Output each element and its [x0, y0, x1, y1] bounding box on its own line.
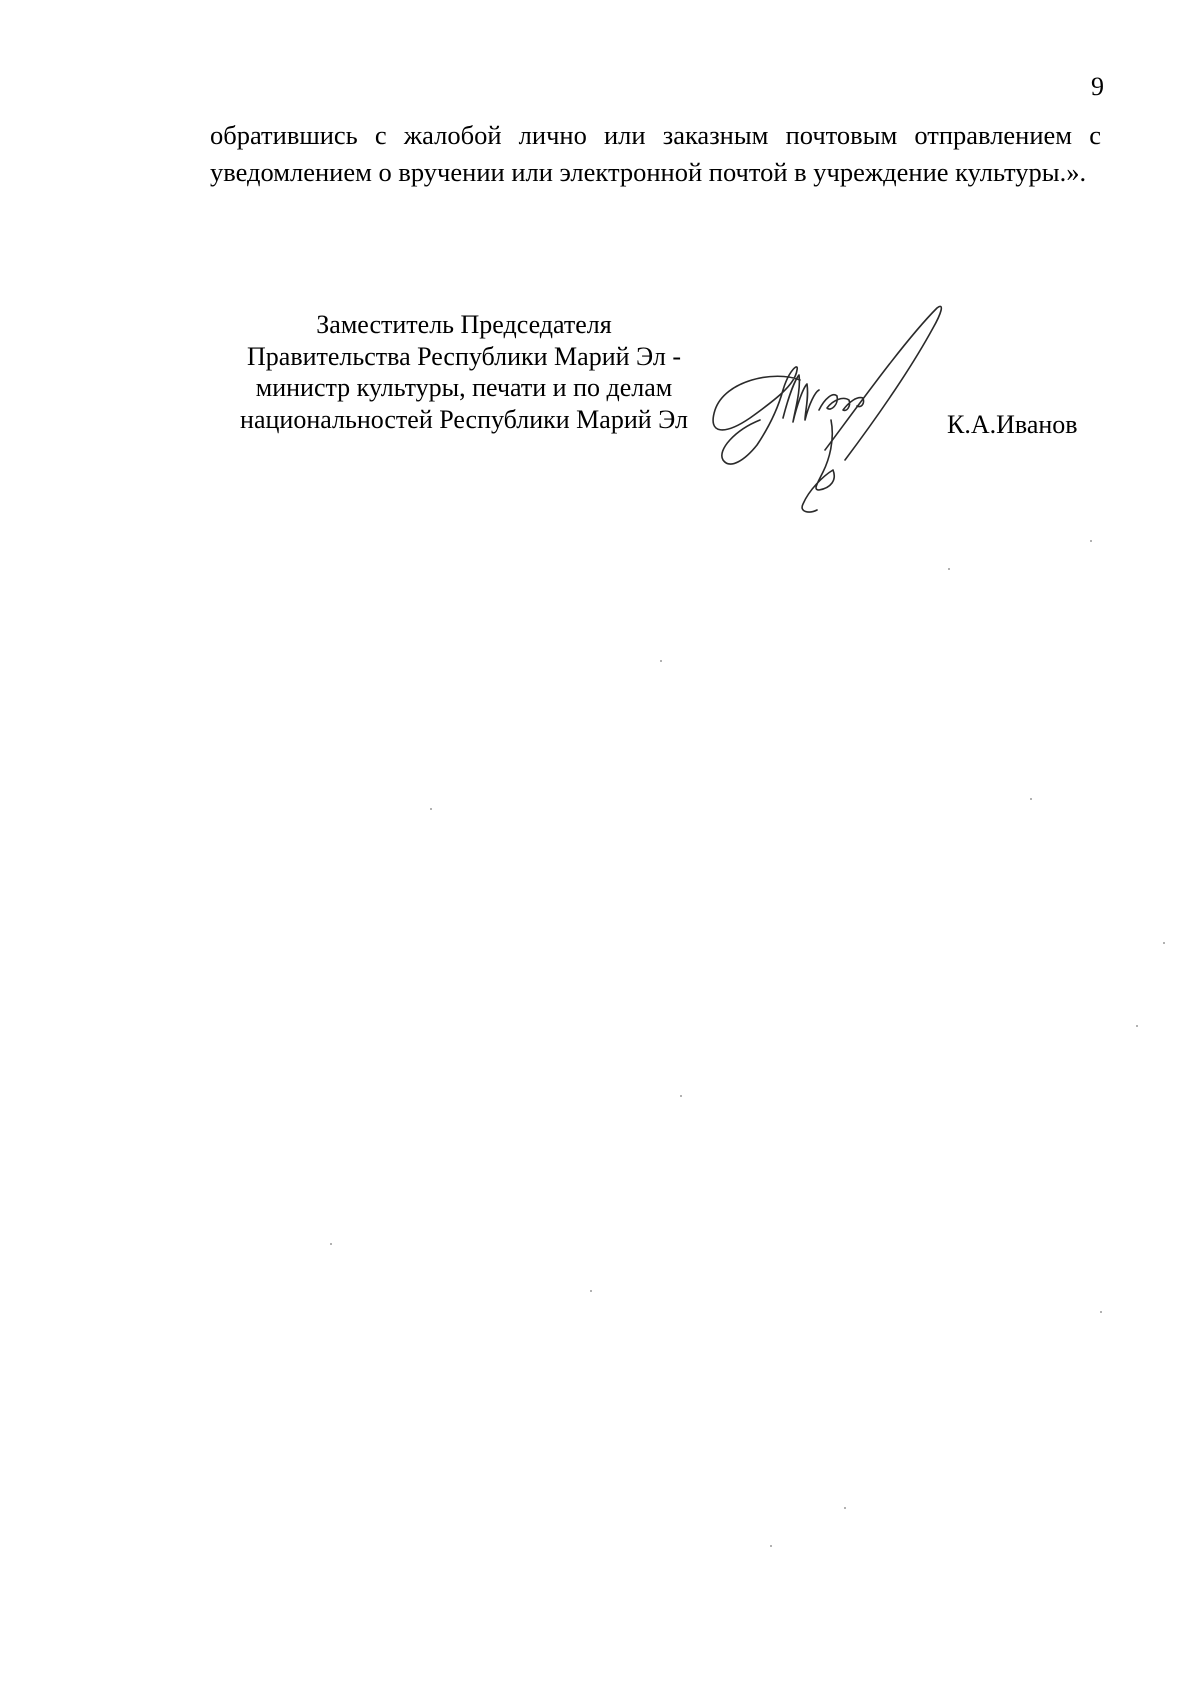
body-text: [210, 117, 1101, 190]
signatory-title-line: Заместитель Председателя: [316, 310, 612, 339]
scan-speck: [1136, 1025, 1138, 1027]
handwritten-signature: [705, 300, 985, 530]
scan-speck: [844, 1507, 846, 1509]
scan-speck: [660, 660, 662, 662]
scan-speck: [1100, 1311, 1102, 1313]
scan-speck: [1030, 798, 1032, 800]
scan-speck: [1090, 540, 1092, 542]
scan-speck: [680, 1095, 682, 1097]
scan-speck: [330, 1243, 332, 1245]
signatory-title: [214, 309, 714, 435]
signatory-title-line: министр культуры, печати и по делам: [255, 373, 673, 402]
scan-speck: [590, 1290, 592, 1292]
body-paragraph: обратившись с жалобой лично или заказным почтовым отправлением с уведомлением о вручении или электронной почтой в учреждение культуры.».: [210, 120, 1101, 187]
scan-speck: [1163, 942, 1165, 944]
scan-speck: [948, 568, 950, 570]
scan-speck: [430, 808, 432, 810]
signatory-title-line: национальностей Республики Марий Эл: [240, 404, 688, 434]
signatory-title-line: Правительства Республики Марий Эл -: [247, 341, 681, 371]
scan-speck: [770, 1545, 772, 1547]
signer-name: К.А.Иванов: [947, 410, 1078, 439]
page-number: 9: [1091, 72, 1104, 101]
